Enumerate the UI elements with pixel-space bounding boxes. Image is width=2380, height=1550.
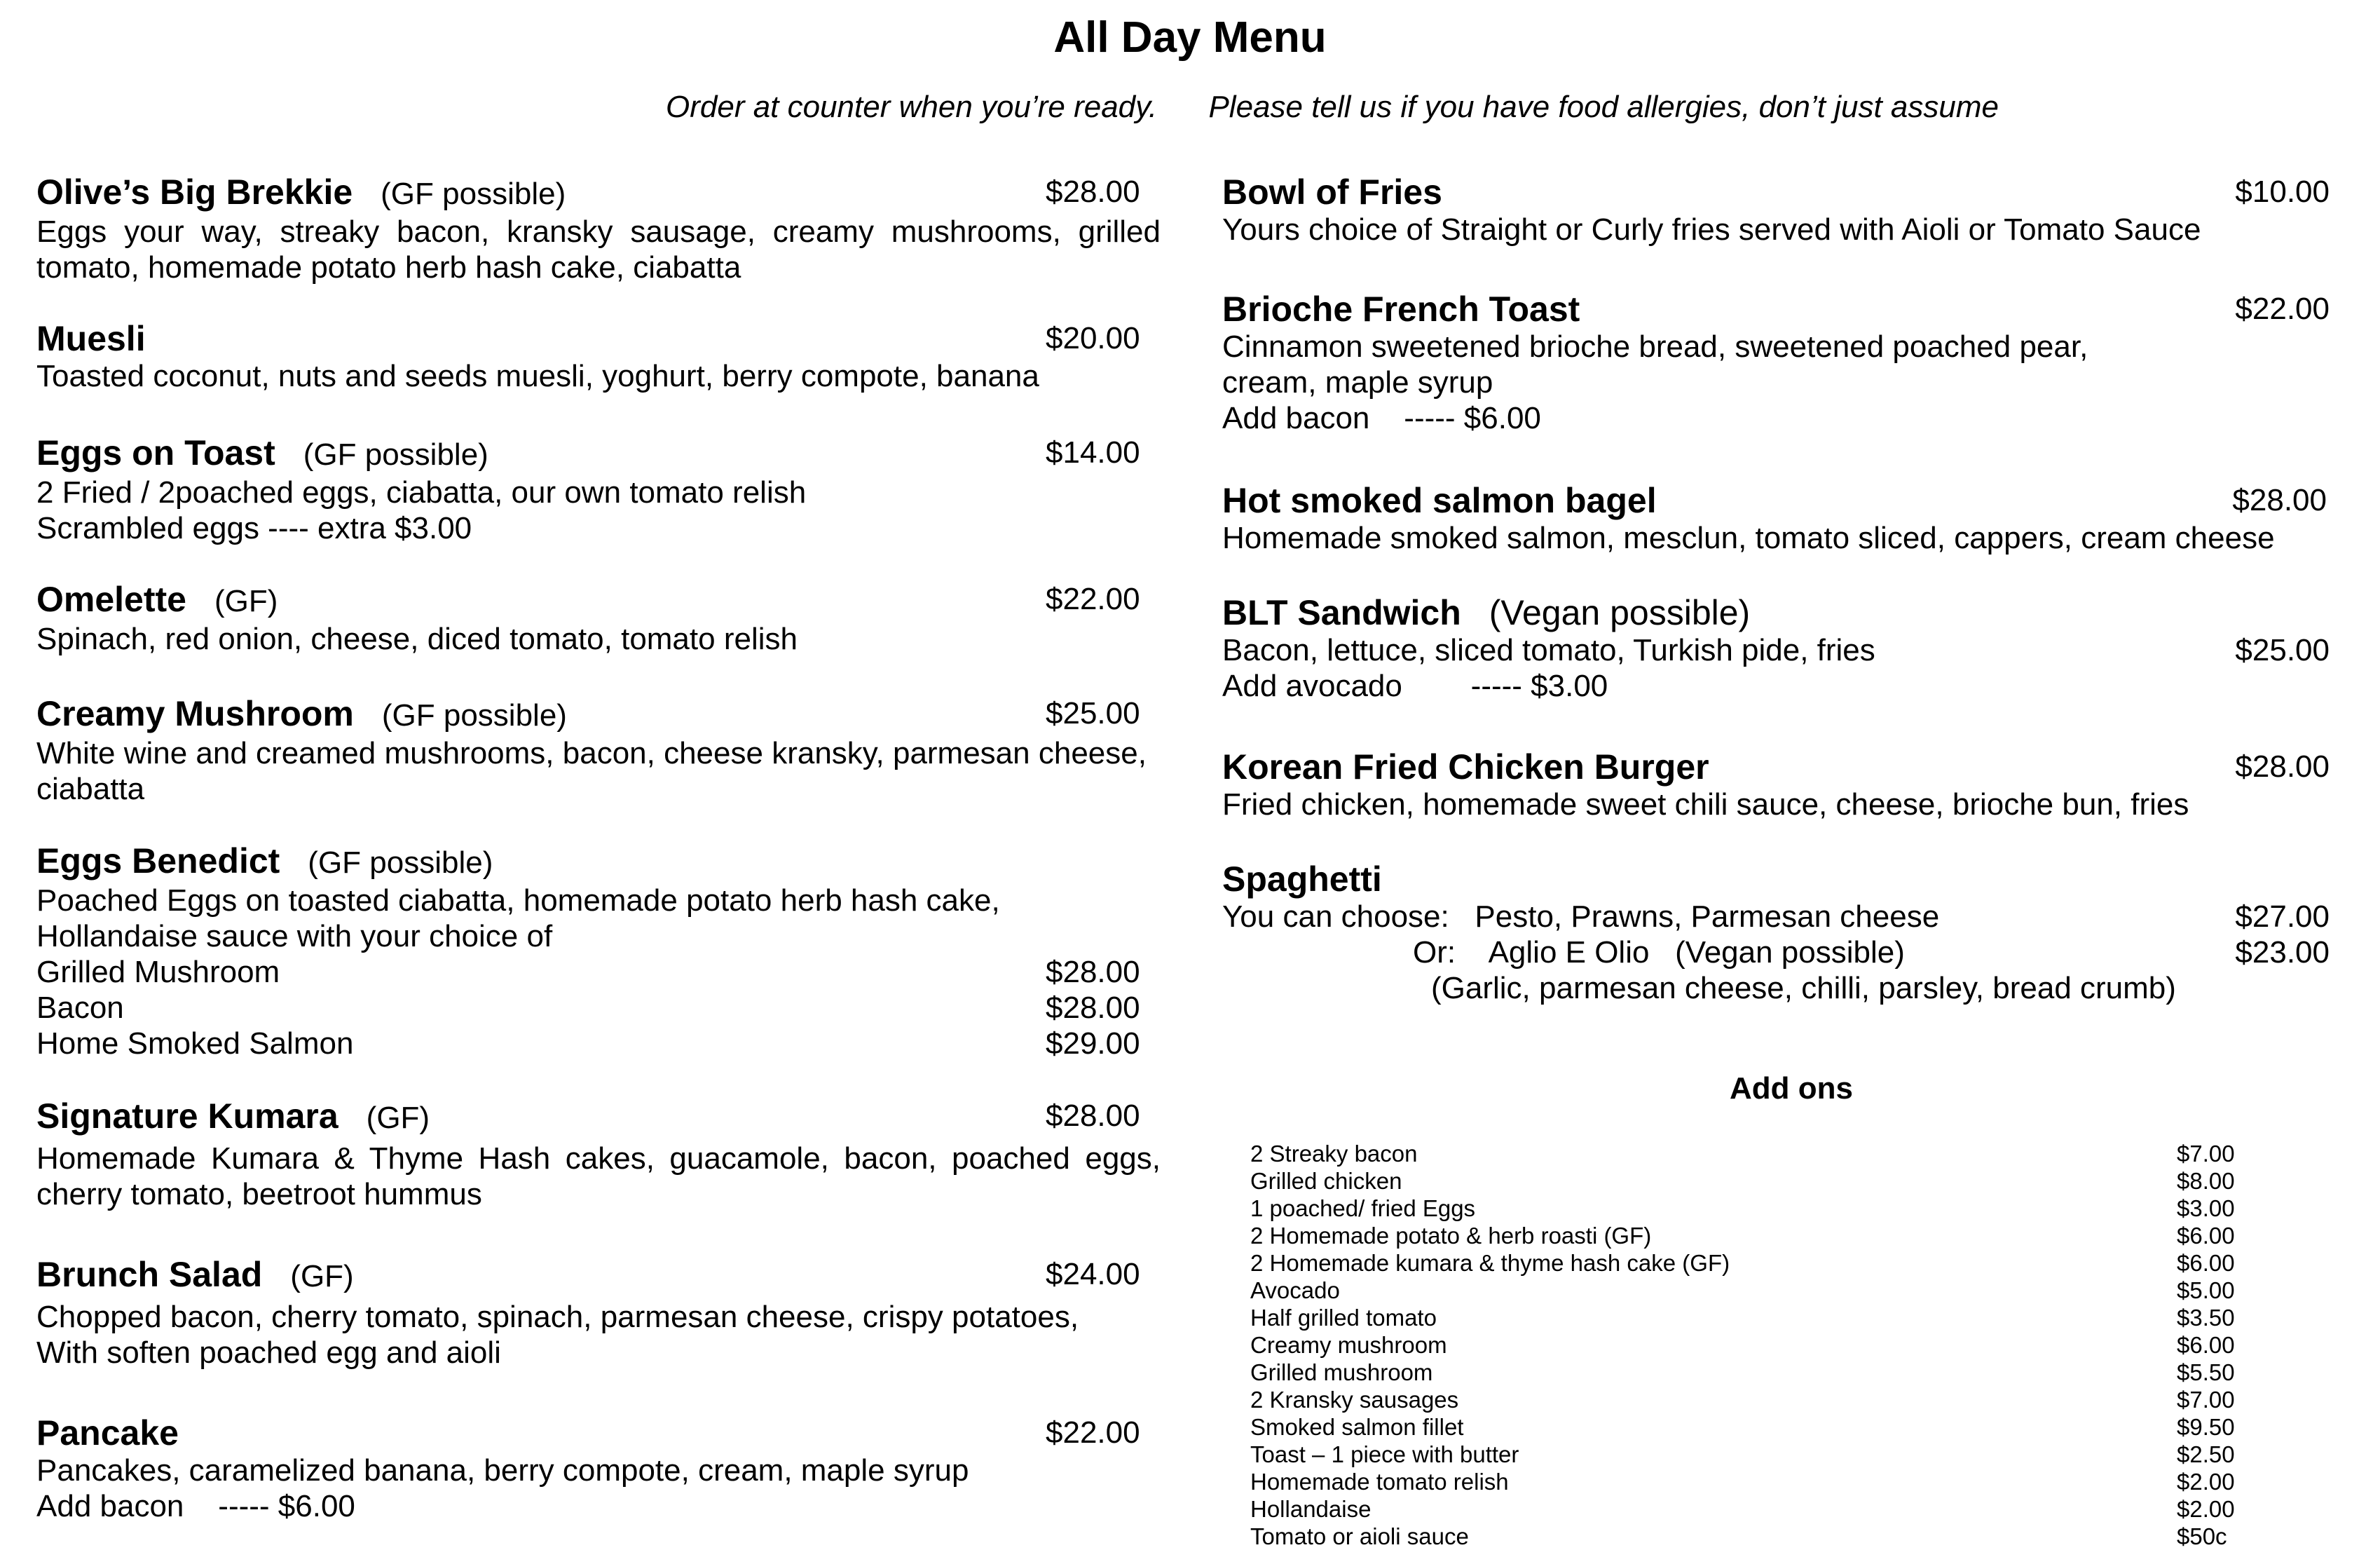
addon-row bbox=[1250, 1386, 2245, 1413]
item-name: Signature Kumara bbox=[36, 1096, 338, 1136]
addons-list bbox=[1250, 1140, 2245, 1550]
option-price: $29.00 bbox=[1046, 1026, 1140, 1061]
item-extra: Add bacon ----- $6.00 bbox=[1222, 401, 1541, 435]
item-name: Eggs on Toast bbox=[36, 433, 275, 473]
item-note: (GF possible) bbox=[303, 437, 488, 472]
item-note: (GF) bbox=[366, 1101, 430, 1135]
item-name: Brunch Salad bbox=[36, 1255, 263, 1294]
menu-item-eggs-benedict bbox=[36, 841, 1165, 1061]
option-row bbox=[1222, 934, 2330, 970]
item-name: Bowl of Fries bbox=[1222, 172, 1442, 212]
item-name: Pancake bbox=[36, 1413, 179, 1453]
addon-row bbox=[1250, 1249, 2245, 1277]
item-description: Yours choice of Straight or Curly fries served with Aioli or Tomato Sauce bbox=[1222, 212, 2201, 247]
addon-row bbox=[1250, 1222, 2245, 1249]
menu-item-creamy-mushroom bbox=[36, 694, 1165, 807]
item-note: (GF) bbox=[290, 1259, 354, 1293]
addon-price: $5.00 bbox=[2177, 1277, 2235, 1303]
item-description: 2 Fried / 2poached eggs, ciabatta, our own tomato relish bbox=[36, 475, 807, 510]
item-name: Olive’s Big Brekkie bbox=[36, 172, 353, 212]
addon-label: Avocado bbox=[1250, 1277, 1340, 1303]
option-price: $28.00 bbox=[1046, 991, 1140, 1025]
item-description: Chopped bacon, cherry tomato, spinach, parmesan cheese, crispy potatoes, bbox=[36, 1300, 1079, 1334]
item-note: (GF) bbox=[214, 584, 278, 618]
addon-label: 2 Homemade potato & herb roasti (GF) bbox=[1250, 1223, 1652, 1249]
addon-row bbox=[1250, 1277, 2245, 1304]
item-note: (GF possible) bbox=[381, 177, 566, 211]
item-extra: Scrambled eggs ---- extra $3.00 bbox=[36, 511, 472, 545]
addon-price: $9.50 bbox=[2177, 1414, 2235, 1440]
item-description: Toasted coconut, nuts and seeds muesli, yoghurt, berry compote, banana bbox=[36, 359, 1039, 393]
addon-price: $2.00 bbox=[2177, 1496, 2235, 1522]
addon-price: $3.50 bbox=[2177, 1305, 2235, 1331]
addon-row bbox=[1250, 1331, 2245, 1359]
menu-item-pancake bbox=[36, 1413, 1165, 1524]
item-price: $22.00 bbox=[2235, 292, 2330, 326]
menu-item-omelette bbox=[36, 580, 1165, 657]
item-price: $20.00 bbox=[1046, 321, 1140, 355]
item-price: $10.00 bbox=[2235, 175, 2330, 209]
addon-label: Smoked salmon fillet bbox=[1250, 1414, 1464, 1440]
item-description: Cinnamon sweetened brioche bread, sweetened poached pear, bbox=[1222, 329, 2088, 364]
addon-row bbox=[1250, 1140, 2245, 1167]
option-price: $23.00 bbox=[2235, 935, 2330, 970]
addon-row bbox=[1250, 1167, 2245, 1195]
item-description-2: Hollandaise sauce with your choice of bbox=[36, 919, 553, 953]
addon-row bbox=[1250, 1359, 2245, 1386]
item-extra: Add bacon ----- $6.00 bbox=[36, 1489, 355, 1523]
addon-label: Grilled chicken bbox=[1250, 1168, 1402, 1194]
addon-row bbox=[1250, 1468, 2245, 1495]
option-label: You can choose: Pesto, Prawns, Parmesan cheese bbox=[1222, 899, 1940, 934]
item-description: Eggs your way, streaky bacon, kransky sausage, creamy mushrooms, grilled tomato, homemade potato herb hash cake, ciabatta bbox=[36, 215, 1161, 285]
item-price: $22.00 bbox=[1046, 582, 1140, 616]
menu-item-signature-kumara bbox=[36, 1096, 1165, 1212]
item-description-2: cream, maple syrup bbox=[1222, 365, 1493, 400]
item-name: Creamy Mushroom bbox=[36, 694, 354, 733]
addon-row bbox=[1250, 1523, 2245, 1550]
addon-label: 2 Kransky sausages bbox=[1250, 1387, 1459, 1413]
addon-price: $6.00 bbox=[2177, 1223, 2235, 1249]
addon-row bbox=[1250, 1441, 2245, 1468]
item-name: Brioche French Toast bbox=[1222, 290, 1580, 329]
addon-row bbox=[1250, 1304, 2245, 1331]
addon-label: Grilled mushroom bbox=[1250, 1359, 1433, 1385]
menu-item-brunch-salad bbox=[36, 1255, 1165, 1371]
item-description: Poached Eggs on toasted ciabatta, homemade potato herb hash cake, bbox=[36, 883, 1000, 918]
addon-label: Hollandaise bbox=[1250, 1496, 1372, 1522]
item-name: Korean Fried Chicken Burger bbox=[1222, 747, 1709, 787]
option-price: $27.00 bbox=[2235, 899, 2330, 934]
addons-title: Add ons bbox=[1730, 1071, 1853, 1106]
item-description-2: With soften poached egg and aioli bbox=[36, 1335, 501, 1370]
addon-row bbox=[1250, 1413, 2245, 1441]
addon-row bbox=[1250, 1195, 2245, 1222]
item-description-row bbox=[1222, 632, 2330, 668]
addon-label: Tomato or aioli sauce bbox=[1250, 1523, 1469, 1549]
option-price: $28.00 bbox=[1046, 955, 1140, 989]
item-name: BLT Sandwich bbox=[1222, 593, 1461, 632]
option-row bbox=[36, 990, 1165, 1026]
menu-item-brioche-french-toast bbox=[1222, 290, 2330, 436]
addon-price: $3.00 bbox=[2177, 1195, 2235, 1221]
addon-label: 2 Homemade kumara & thyme hash cake (GF) bbox=[1250, 1250, 1730, 1276]
item-price: $28.00 bbox=[2232, 483, 2327, 517]
menu-item-muesli bbox=[36, 319, 1165, 394]
menu-subtitle: Order at counter when you’re ready. Please tell us if you have food allergies, don’t just assume bbox=[666, 90, 1999, 124]
addon-price: $8.00 bbox=[2177, 1168, 2235, 1194]
item-description: Spinach, red onion, cheese, diced tomato, tomato relish bbox=[36, 622, 798, 656]
addon-price: $2.00 bbox=[2177, 1469, 2235, 1495]
menu-item-olives-big-brekkie bbox=[36, 172, 1165, 285]
item-price: $22.00 bbox=[1046, 1415, 1140, 1450]
item-price: $28.00 bbox=[1046, 175, 1140, 209]
item-description: Fried chicken, homemade sweet chili sauce, cheese, brioche bun, fries bbox=[1222, 787, 2189, 822]
menu-item-spaghetti bbox=[1222, 859, 2330, 1006]
item-price: $25.00 bbox=[1046, 696, 1140, 730]
addon-price: $7.00 bbox=[2177, 1387, 2235, 1413]
addon-label: 1 poached/ fried Eggs bbox=[1250, 1195, 1476, 1221]
item-description: Pancakes, caramelized banana, berry compote, cream, maple syrup bbox=[36, 1453, 969, 1488]
item-description: Homemade smoked salmon, mesclun, tomato sliced, cappers, cream cheese bbox=[1222, 521, 2275, 555]
addon-price: $50c bbox=[2177, 1523, 2227, 1549]
item-name: Eggs Benedict bbox=[36, 841, 280, 881]
option-row bbox=[36, 1026, 1165, 1061]
item-description: Bacon, lettuce, sliced tomato, Turkish pide, fries bbox=[1222, 633, 1875, 667]
item-note: (GF possible) bbox=[308, 845, 493, 880]
addon-price: $6.00 bbox=[2177, 1250, 2235, 1276]
item-note: (GF possible) bbox=[381, 698, 567, 733]
menu-item-hot-smoked-salmon-bagel bbox=[1222, 481, 2330, 556]
addon-label: 2 Streaky bacon bbox=[1250, 1141, 1418, 1167]
menu-item-eggs-on-toast bbox=[36, 433, 1165, 546]
option-row bbox=[1222, 899, 2330, 934]
addon-label: Creamy mushroom bbox=[1250, 1332, 1447, 1358]
addon-price: $2.50 bbox=[2177, 1441, 2235, 1467]
item-description: Homemade Kumara & Thyme Hash cakes, guacamole, bacon, poached eggs, cherry tomato, beetroot hummus bbox=[36, 1141, 1161, 1211]
item-price: $24.00 bbox=[1046, 1257, 1140, 1291]
menu-title: All Day Menu bbox=[1053, 13, 1327, 62]
item-price: $14.00 bbox=[1046, 435, 1140, 470]
addon-price: $7.00 bbox=[2177, 1141, 2235, 1167]
item-price: $28.00 bbox=[2235, 749, 2330, 784]
item-price: $28.00 bbox=[1046, 1099, 1140, 1133]
addon-label: Half grilled tomato bbox=[1250, 1305, 1437, 1331]
item-name: Hot smoked salmon bagel bbox=[1222, 481, 1657, 520]
item-extra: Add avocado ----- $3.00 bbox=[1222, 669, 1608, 703]
option-detail: (Garlic, parmesan cheese, chilli, parsley, bread crumb) bbox=[1431, 971, 2176, 1005]
addon-price: $5.50 bbox=[2177, 1359, 2235, 1385]
addon-label: Toast – 1 piece with butter bbox=[1250, 1441, 1519, 1467]
item-note: (Vegan possible) bbox=[1489, 593, 1751, 632]
item-name: Muesli bbox=[36, 319, 146, 358]
menu-item-bowl-of-fries bbox=[1222, 172, 2330, 247]
item-description: White wine and creamed mushrooms, bacon, cheese kransky, parmesan cheese, ciabatta bbox=[36, 736, 1147, 806]
option-label: Bacon bbox=[36, 991, 124, 1025]
option-row bbox=[36, 954, 1165, 990]
addon-row bbox=[1250, 1495, 2245, 1523]
item-price: $25.00 bbox=[2235, 633, 2330, 667]
addon-label: Homemade tomato relish bbox=[1250, 1469, 1509, 1495]
item-name: Omelette bbox=[36, 580, 186, 619]
option-label: Or: Aglio E Olio (Vegan possible) bbox=[1413, 935, 1905, 970]
menu-item-korean-fried-chicken-burger bbox=[1222, 747, 2330, 822]
menu-item-blt-sandwich bbox=[1222, 593, 2330, 704]
option-label: Home Smoked Salmon bbox=[36, 1026, 354, 1061]
option-label: Grilled Mushroom bbox=[36, 955, 280, 989]
item-name: Spaghetti bbox=[1222, 859, 1382, 899]
addon-price: $6.00 bbox=[2177, 1332, 2235, 1358]
